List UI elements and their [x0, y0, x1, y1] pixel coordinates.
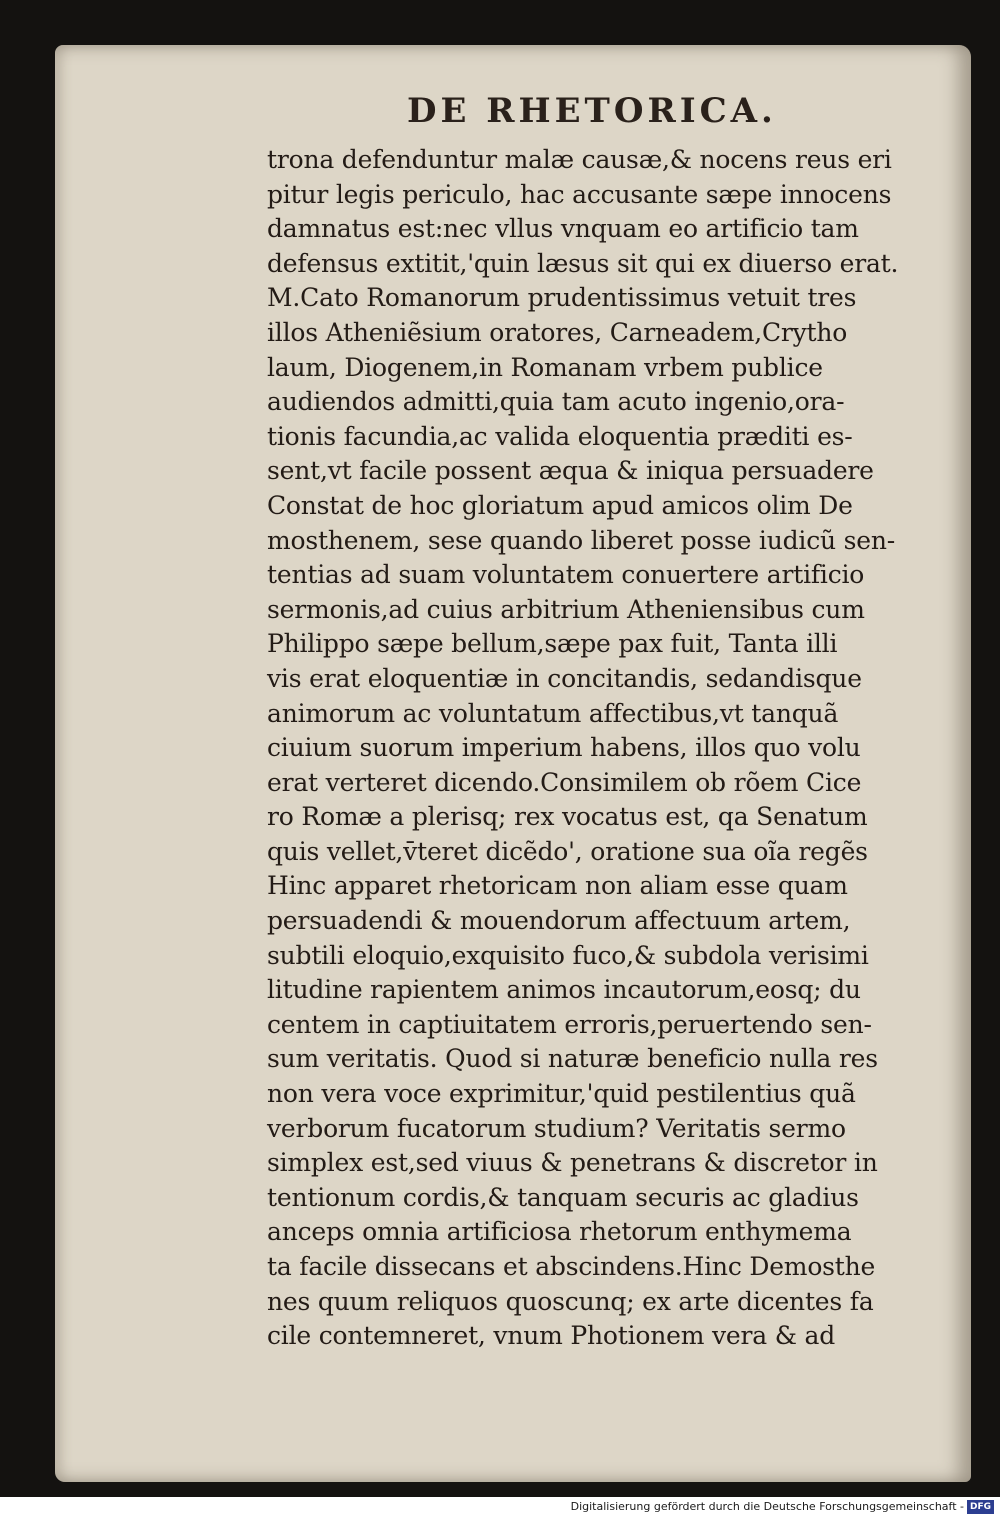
text-line: subtili eloquio,exquisito fuco,& subdola verisimi: [267, 940, 869, 970]
text-line: pitur legis periculo, hac accusante sæpe innocens: [267, 179, 892, 209]
text-line: verborum fucatorum studium? Veritatis sermo: [267, 1113, 846, 1143]
running-head: DE RHETORICA.: [407, 91, 777, 131]
text-line: persuadendi & mouendorum affectuum artem,: [267, 906, 851, 936]
text-line: damnatus est:nec vllus vnquam eo artificio tam: [267, 214, 859, 244]
dfg-logo-icon: DFG: [967, 1500, 994, 1514]
footer-bar: [0, 1497, 1000, 1518]
text-line: sent,vt facile possent æqua & iniqua persuadere: [267, 456, 874, 486]
text-line: centem in captiuitatem erroris,peruertendo sen-: [267, 1009, 872, 1039]
funding-notice: Digitalisierung gefördert durch die Deutsche Forschungsgemeinschaft -: [570, 1500, 964, 1513]
text-line: erat verteret dicendo.Consimilem ob rõem Cice: [267, 767, 862, 797]
text-line: Constat de hoc gloriatum apud amicos olim De: [267, 490, 853, 520]
text-line: anceps omnia artificiosa rhetorum enthymema: [267, 1217, 852, 1247]
book-page: [55, 45, 971, 1482]
text-line: nes quum reliquos quoscunq; ex arte dicentes fa: [267, 1286, 874, 1316]
text-line: ro Romæ a plerisq; rex vocatus est, qa Senatum: [267, 802, 868, 832]
text-line: tionis facundia,ac valida eloquentia præditi es-: [267, 421, 853, 451]
text-line: Philippo sæpe bellum,sæpe pax fuit, Tanta illi: [267, 629, 838, 659]
text-lines: [267, 143, 947, 1354]
text-line: defensus extitit,'quin læsus sit qui ex diuerso erat.: [267, 248, 899, 278]
text-line: simplex est,sed viuus & penetrans & discretor in: [267, 1148, 878, 1178]
text-line: illos Atheniẽsium oratores, Carneadem,Crytho: [267, 317, 848, 347]
text-line: trona defenduntur malæ causæ,& nocens reus eri: [267, 145, 892, 174]
text-line: tentias ad suam voluntatem conuertere artificio: [267, 560, 865, 590]
text-line: laum, Diogenem,in Romanam vrbem publice: [267, 352, 823, 382]
text-line: animorum ac voluntatum affectibus,vt tanquã: [267, 698, 839, 728]
text-line: ciuium suorum imperium habens, illos quo volu: [267, 733, 861, 763]
text-line: ta facile dissecans et abscindens.Hinc Demosthe: [267, 1252, 876, 1281]
text-line: audiendos admitti,quia tam acuto ingenio,ora-: [267, 387, 845, 417]
text-line: vis erat eloquentiæ in concitandis, sedandisque: [267, 663, 862, 693]
text-line: litudine rapientem animos incautorum,eosq; du: [267, 975, 861, 1005]
text-line: tentionum cordis,& tanquam securis ac gladius: [267, 1182, 859, 1212]
text-line: sum veritatis. Quod si naturæ beneficio nulla res: [267, 1044, 878, 1074]
text-line: mosthenem, sese quando liberet posse iudicũ sen-: [267, 525, 896, 555]
text-line: M.Cato Romanorum prudentissimus vetuit tres: [267, 283, 857, 313]
text-line: non vera voce exprimitur,'quid pestilentius quã: [267, 1079, 856, 1109]
text-block: [267, 91, 947, 1354]
text-line: quis vellet,v̄teret dicẽdo', oratione sua oĩa regẽs: [267, 836, 868, 866]
text-line: Hinc apparet rhetoricam non aliam esse quam: [267, 871, 848, 901]
text-line: sermonis,ad cuius arbitrium Atheniensibus cum: [267, 594, 865, 624]
text-line: cile contemneret, vnum Photionem vera & ad: [267, 1321, 836, 1351]
